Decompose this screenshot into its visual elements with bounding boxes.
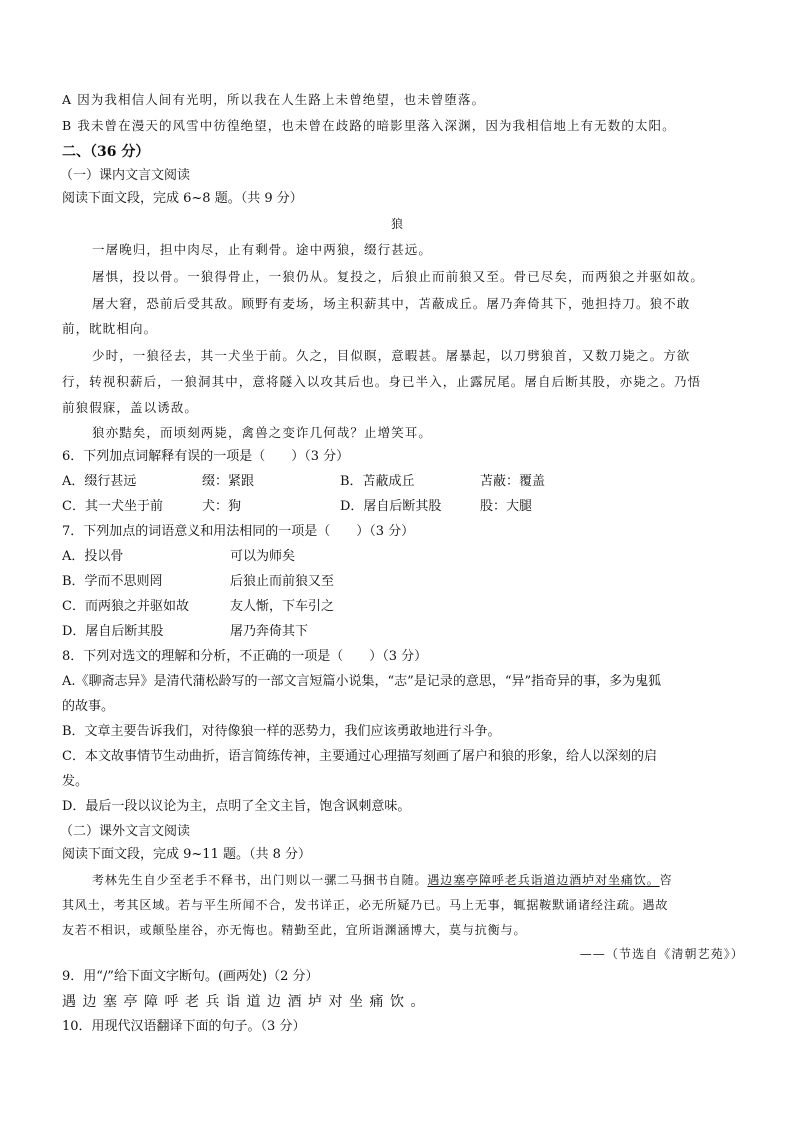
q8-option-d: D．最后一段以议论为主，点明了全文主旨，饱含讽刺意味。 — [62, 799, 411, 814]
passage-paragraph: 少时，一狼径去，其一犬坐于前。久之，目似瞑，意暇甚。屠暴起，以刀劈狼首，又数刀毙之。方欲 — [92, 348, 691, 363]
q7-option-a-right: 可以为师矣 — [230, 549, 296, 564]
q8-option-a: A.《聊斋志异》是清代蒲松龄写的一部文言短篇小说集，“志”是记录的意思，“异”指奇异的事，多为鬼狐 — [62, 674, 662, 689]
passage-paragraph: 狼亦黠矣，而顷刻两毙，禽兽之变诈几何哉？止增笑耳。 — [92, 425, 433, 440]
passage2-line2: 其风土，考其区域。若与平生所闻不合，发书详正，必无所疑乃已。马上无事，辄据鞍默诵诸经注疏。遇故 — [62, 898, 669, 912]
q7-option-b — [62, 572, 744, 592]
q7-option-c-left: C．而两狼之并驱如故 — [62, 599, 189, 614]
q6-option-d: D．屠自后断其股 — [340, 499, 442, 514]
q6-option-d-gloss: 股：大腿 — [480, 499, 533, 514]
passage2-line3: 友若不相识，或颠坠崖谷，亦无悔也。精勤至此，宜所诣渊涵博大，莫与抗衡与。 — [62, 923, 527, 937]
q8-option-c-cont: 发。 — [62, 774, 89, 789]
q7-option-a — [62, 547, 744, 567]
reading-instruction-2: 阅读下面文段，完成 9~11 题。（共 8 分） — [62, 847, 312, 862]
q7-option-b-right: 后狼止而前狼又至 — [230, 574, 335, 589]
passage-paragraph-cont: 行，转视积薪后，一狼洞其中，意将隧入以攻其后也。身已半入，止露尻尾。屠自后断其股，亦毙之。乃悟 — [62, 374, 702, 389]
question-8-stem: 8．下列对选文的理解和分析，不正确的一项是（ ）（3 分） — [62, 649, 428, 664]
question-7-stem: 7．下列加点的词语意义和用法相同的一项是（ ）（3 分） — [62, 524, 415, 539]
passage-paragraph: 屠大窘，恐前后受其敌。顾野有麦场，场主积薪其中，苫蔽成丘。屠乃奔倚其下，弛担持刀。狼不敢 — [92, 296, 691, 311]
section-heading: 二、（36 分） — [62, 144, 150, 160]
passage2-source: ——（节选自《清朝艺苑》） — [579, 947, 744, 961]
subsection-title: （一）课内文言文阅读 — [60, 168, 191, 183]
q6-option-c: C．其一犬坐于前 — [62, 499, 163, 514]
passage-paragraph-cont: 前狼假寐，盖以诱敌。 — [62, 400, 199, 415]
question-6-stem: 6．下列加点词解释有误的一项是（ ）（3 分） — [62, 449, 350, 464]
q8-option-a-cont: 的故事。 — [62, 699, 115, 714]
q8-option-c: C．本文故事情节生动曲折，语言简练传神，主要通过心理描写刻画了屠户和狼的形象，给人以深刻的启 — [62, 749, 657, 764]
q8-option-b: B．文章主要告诉我们，对待像狼一样的恶势力，我们应该勇敢地进行斗争。 — [62, 724, 501, 739]
question-6-options-row1 — [62, 472, 744, 492]
q7-option-c — [62, 597, 744, 617]
subsection-title-2: （二）课外文言文阅读 — [60, 824, 191, 839]
option-a-text: A 因为我相信人间有光明，所以我在人生路上未曾绝望，也未曾堕落。 — [62, 92, 486, 107]
passage-paragraph: 屠惧，投以骨。一狼得骨止，一狼仍从。复投之，后狼止而前狼又至。骨已尽矣，而两狼之并驱如故。 — [92, 269, 705, 284]
q7-option-d — [62, 622, 744, 642]
passage2-text: 考林先生自少至老手不释书，出门则以一骡二马捆书自随。 — [92, 873, 428, 887]
q7-option-a-left: A．投以骨 — [62, 549, 124, 564]
q6-option-a: A．缀行甚远 — [62, 474, 137, 489]
passage-paragraph: 一屠晚归，担中肉尽，止有剩骨。途中两狼，缀行甚远。 — [92, 242, 433, 257]
passage2-underlined-sentence: 遇边塞亭障呼老兵诣道边酒垆对坐痛饮。 — [427, 873, 660, 887]
q7-option-b-left: B．学而不思则罔 — [62, 574, 163, 589]
q7-option-c-right: 友人惭，下车引之 — [230, 599, 335, 614]
passage-title: 狼 — [390, 217, 403, 231]
q6-option-c-gloss: 犬：狗 — [202, 499, 242, 514]
passage2-line1 — [92, 870, 744, 890]
q9-sentence: 遇边塞亭障呼老兵诣道边酒垆对坐痛饮。 — [62, 994, 431, 1010]
passage2-text: 咨 — [659, 873, 673, 887]
question-10-stem: 10．用现代汉语翻译下面的句子。（3 分） — [62, 1019, 306, 1034]
q7-option-d-left: D．屠自后断其股 — [62, 624, 164, 639]
q6-option-b: B．苫蔽成丘 — [340, 474, 415, 489]
question-6-options-row2 — [62, 497, 744, 517]
question-9-stem: 9．用“/”给下面文字断句。(画两处)（2 分） — [62, 969, 319, 984]
q6-option-b-gloss: 苫蔽：覆盖 — [480, 474, 546, 489]
reading-instruction: 阅读下面文段，完成 6~8 题。（共 9 分） — [62, 191, 303, 206]
q7-option-d-right: 屠乃奔倚其下 — [230, 624, 309, 639]
option-b-text: B 我未曾在漫天的风雪中彷徨绝望，也未曾在歧路的暗影里落入深渊，因为我相信地上有无数的太阳。 — [62, 118, 676, 133]
q6-option-a-gloss: 缀：紧跟 — [202, 474, 255, 489]
passage-paragraph-cont: 前，眈眈相向。 — [62, 321, 158, 336]
